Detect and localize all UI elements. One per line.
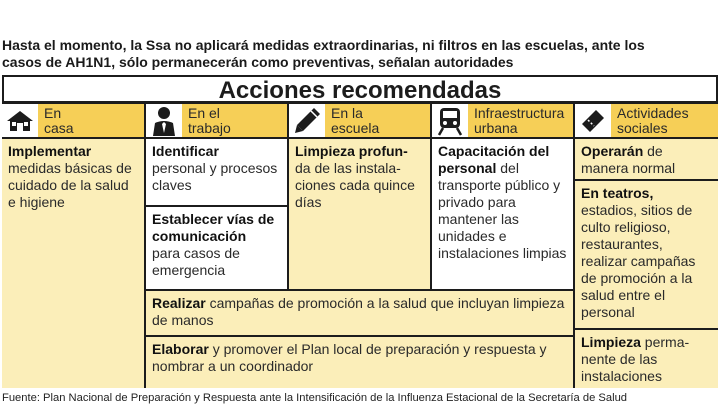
- table-title: Acciones recomendadas: [2, 75, 718, 103]
- cell-campanas: Realizar campañas de promoción a la salud que incluyan limpieza de manos: [146, 291, 573, 335]
- intro-text: [2, 37, 718, 71]
- header-trabajo: [146, 104, 287, 137]
- intro-line-2: casos de AH1N1, sólo permanecerán como preventivas, señalan autoridades: [2, 54, 514, 70]
- cell-casa: Implementar medidas básicas de cuidado de la salud e higiene: [2, 139, 144, 388]
- cell-infraestructura: Capacitación del personal del transporte público y privado para mantener las unidades e instalaciones limpias: [432, 139, 573, 289]
- header-casa-label: En casa: [38, 104, 144, 137]
- cell-plan: Elaborar y promover el Plan local de preparación y respuesta y nombrar a un coordinador: [146, 337, 573, 388]
- header-escuela-label: En la escuela: [325, 104, 430, 137]
- header-escuela: [289, 104, 430, 137]
- header-infraestructura: [432, 104, 573, 137]
- header-casa: [2, 104, 144, 137]
- actions-table: [2, 75, 718, 388]
- worker-icon: [146, 104, 182, 137]
- cell-trabajo-2: Establecer vías de comunicación para casos de emergencia: [146, 207, 287, 289]
- cell-social-2: En teatros, estadios, sitios de culto religioso, restaurantes, realizar campañas de promoción a la salud entre el personal: [575, 181, 718, 328]
- cell-social-3: Limpieza perma-nente de las instalaciones: [575, 330, 718, 388]
- header-actividades-label: Actividades sociales: [611, 104, 718, 137]
- header-actividades: [575, 104, 718, 137]
- intro-line-1: Hasta el momento, la Ssa no aplicará medidas extraordinarias, ni filtros en las escuelas, ante los: [2, 37, 645, 53]
- ticket-icon: [575, 104, 611, 137]
- cell-trabajo-1: Identificar personal y procesos claves: [146, 139, 287, 205]
- cell-escuela: Limpieza profun- da de las instala-ciones cada quince días: [289, 139, 430, 289]
- pencil-icon: [289, 104, 325, 137]
- header-trabajo-label: En el trabajo: [182, 104, 287, 137]
- cell-social-1: Operarán de manera normal: [575, 139, 718, 179]
- house-icon: [2, 104, 38, 137]
- source-note: Fuente: Plan Nacional de Preparación y Respuesta ante la Intensificación de la Influenza Estacional de la Secretaría de Salud: [2, 392, 628, 404]
- train-icon: [432, 104, 468, 137]
- header-infraestructura-label: Infraestructura urbana: [468, 104, 573, 137]
